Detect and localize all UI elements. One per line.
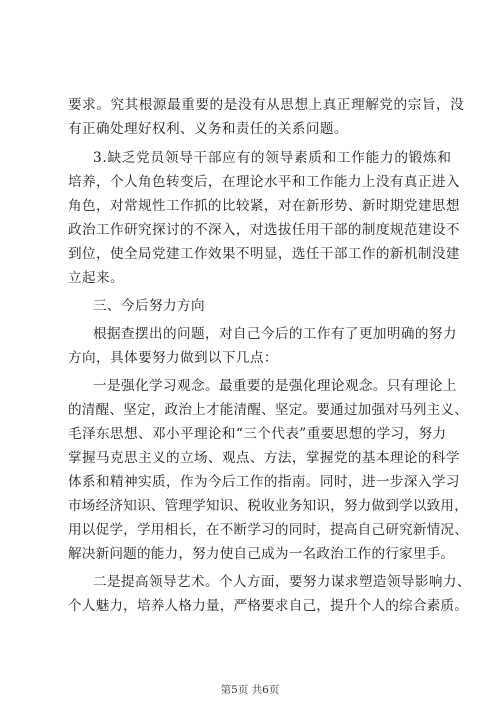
paragraph-line: 用以促学，学用相长，在不断学习的同时，提高自己研究新情况、 [68, 522, 469, 538]
paragraph-line: 个人魅力，培养人格力量，严格要求自己，提升个人的综合素质。 [68, 598, 469, 614]
paragraph-line: 角色，对常规性工作抓的比较紧，对在新形势、新时期党建思想 [68, 198, 460, 214]
paragraph-line: 要求。究其根源最重要的是没有从思想上真正理解党的宗旨，没 [68, 97, 465, 113]
paragraph-line: 根据查摆出的问题，对自己今后的工作有了更加明确的努力 [93, 326, 457, 342]
paragraph-line: 毛泽东思想、邓小平理论和“三个代表”重要思想的学习，努力 [68, 426, 447, 442]
paragraph-line: 一是强化学习观念。最重要的是强化理论观念。只有理论上 [93, 378, 457, 394]
paragraph-line: 方向，具体要努力做到以下几点： [68, 350, 278, 366]
section-heading: 三、今后努力方向 [93, 298, 205, 314]
paragraph-line: 立起来。 [68, 270, 124, 286]
page-footer: 第5页 共6页 [220, 684, 280, 696]
paragraph-line: 政治工作研究探讨的不深入，对选拔任用干部的制度规范建设不 [68, 222, 460, 238]
paragraph-line: 市场经济知识、管理学知识、税收业务知识，努力做到学以致用， [68, 498, 469, 514]
paragraph-line: 有正确处理好权利、义务和责任的关系问题。 [68, 121, 348, 137]
paragraph-line: 体系和精神实质，作为今后工作的指南。同时，进一步深入学习 [68, 474, 460, 490]
paragraph-line: 3.缺乏党员领导干部应有的领导素质和工作能力的锻炼和 [93, 150, 452, 166]
paragraph-line: 的清醒、坚定，政治上才能清醒、坚定。要通过加强对马列主义、 [68, 402, 469, 418]
paragraph-line: 培养，个人角色转变后，在理论水平和工作能力上没有真正进入 [68, 174, 460, 190]
paragraph-line: 掌握马克思主义的立场、观点、方法，掌握党的基本理论的科学 [68, 450, 460, 466]
paragraph-line: 二是提高领导艺术。个人方面，要努力谋求塑造领导影响力、 [93, 574, 471, 590]
paragraph-line: 到位，使全局党建工作效果不明显，选任干部工作的新机制没建 [68, 246, 460, 262]
paragraph-line: 解决新问题的能力，努力使自己成为一名政治工作的行家里手。 [68, 546, 455, 562]
